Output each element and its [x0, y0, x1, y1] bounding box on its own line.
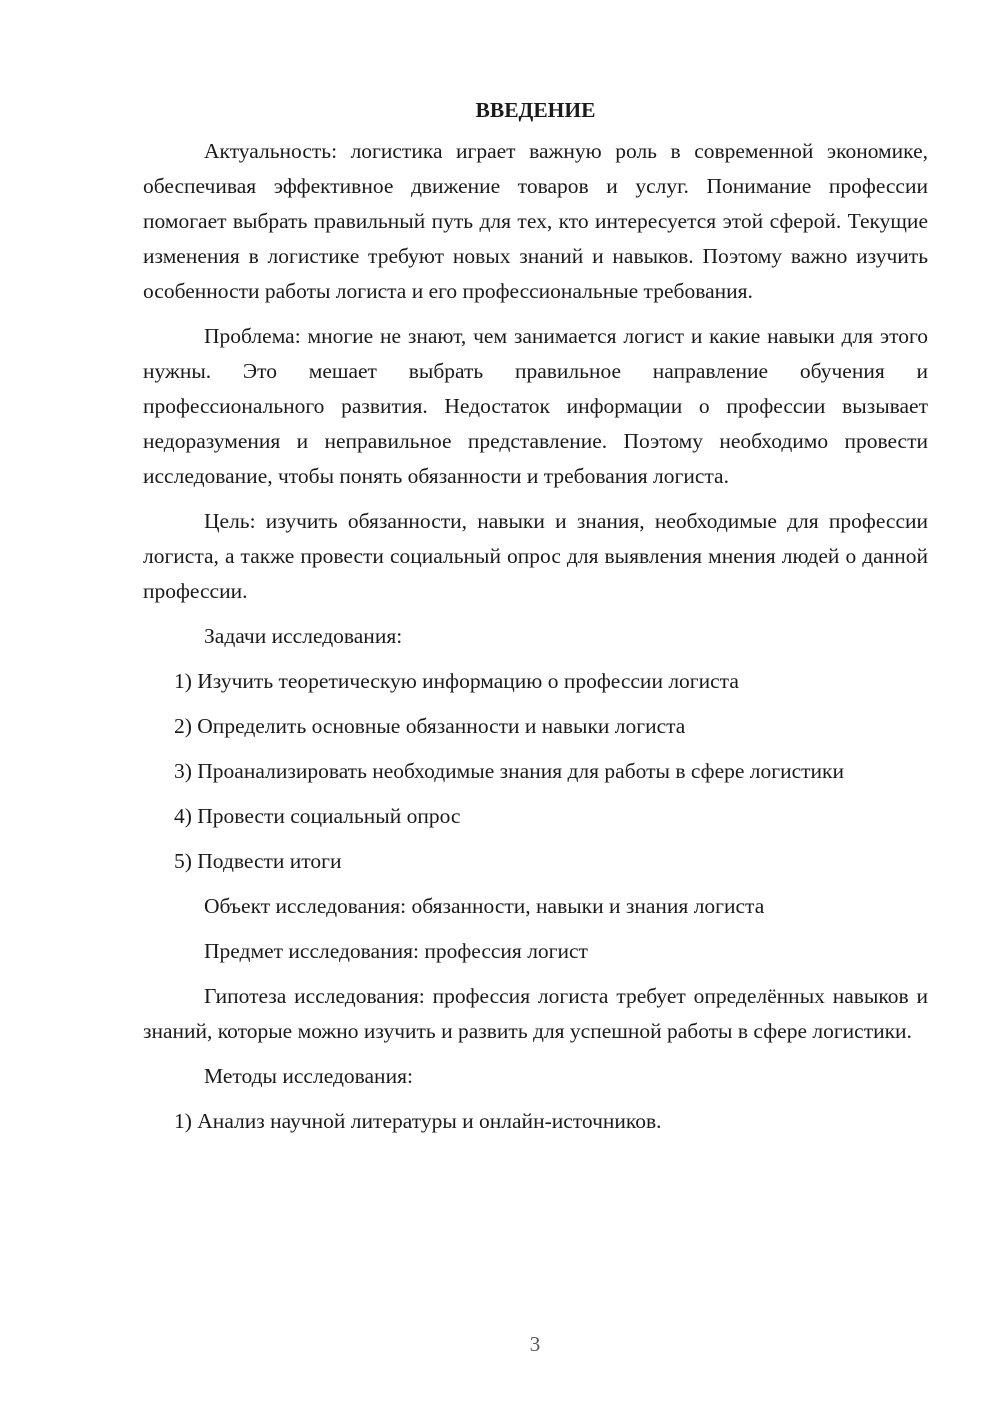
paragraph-hypothesis: Гипотеза исследования: профессия логиста требует определённых навыков и знаний, которые можно изучить и развить для успешной работы в сфере логистики. — [143, 984, 928, 1043]
paragraph-goal: Цель: изучить обязанности, навыки и знания, необходимые для профессии логиста, а также провести социальный опрос для выявления мнения людей о данной профессии. — [143, 509, 928, 603]
task-item-5: 5) Подвести итоги — [174, 849, 342, 873]
paragraph-subject: Предмет исследования: профессия логист — [204, 939, 588, 963]
methods-heading: Методы исследования: — [204, 1064, 413, 1088]
tasks-heading: Задачи исследования: — [204, 624, 403, 648]
method-item-1: 1) Анализ научной литературы и онлайн-источников. — [174, 1109, 662, 1133]
task-item-2: 2) Определить основные обязанности и навыки логиста — [174, 714, 686, 738]
task-item-1: 1) Изучить теоретическую информацию о профессии логиста — [174, 669, 739, 693]
task-item-4: 4) Провести социальный опрос — [174, 804, 461, 828]
page-content — [143, 93, 928, 1149]
paragraph-problem: Проблема: многие не знают, чем занимается логист и какие навыки для этого нужны. Это мешает выбрать правильное направление обучения и профессионального развития. Недостаток информации о профессии вызывает недоразумения и неправильное представление. Поэтому необходимо провести исследование, чтобы понять обязанности и требования логиста. — [143, 324, 928, 488]
paragraph-relevance: Актуальность: логистика играет важную роль в современной экономике, обеспечивая эффективное движение товаров и услуг. Понимание профессии помогает выбрать правильный путь для тех, кто интересуется этой сферой. Текущие изменения в логистике требуют новых знаний и навыков. Поэтому важно изучить особенности работы логиста и его профессиональные требования. — [143, 139, 928, 303]
task-item-3: 3) Проанализировать необходимые знания для работы в сфере логистики — [174, 759, 844, 783]
section-title: ВВЕДЕНИЕ — [475, 98, 596, 122]
paragraph-object: Объект исследования: обязанности, навыки и знания логиста — [204, 894, 765, 918]
page-number: 3 — [529, 1332, 541, 1356]
